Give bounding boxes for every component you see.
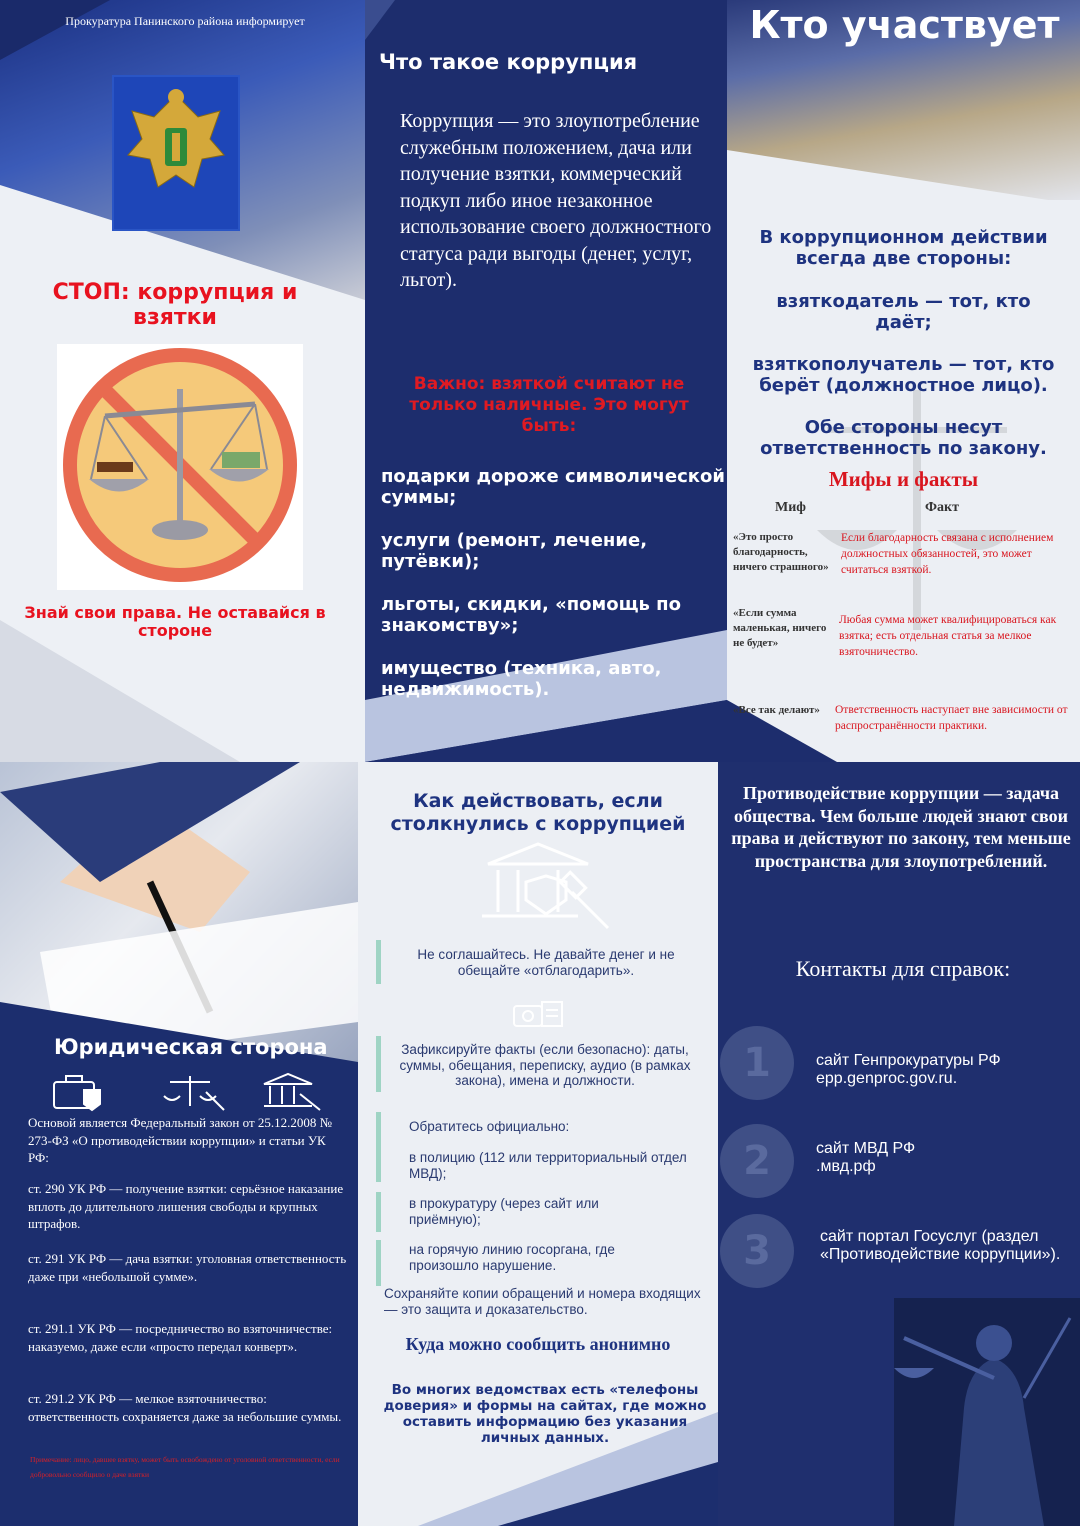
step-bar-4 bbox=[376, 1148, 381, 1182]
bribe-taker-text: взяткополучатель — тот, кто берёт (должностное лицо). bbox=[752, 354, 1055, 396]
step-bar-1 bbox=[376, 940, 381, 984]
contact-number-3 bbox=[720, 1214, 794, 1288]
panel-how-to-act bbox=[358, 762, 718, 1526]
myths-facts-title: Мифы и факты bbox=[828, 467, 979, 491]
bribe-type-property: имущество (техника, авто, недвижимость). bbox=[381, 658, 662, 700]
no-bribe-scales-icon bbox=[57, 344, 303, 590]
contact-number-3-label: 3 bbox=[743, 1228, 771, 1274]
prosecutor-office-label: Прокуратура Панинского района информирует bbox=[65, 14, 305, 28]
step-police: в полицию (112 или территориальный отдел МВД); bbox=[409, 1150, 687, 1181]
step-refuse: Не соглашайтесь. Не давайте денег и не обещайте «отблагодарить». bbox=[417, 947, 675, 978]
anonymous-report-title: Куда можно сообщить анонимно bbox=[405, 1334, 671, 1354]
panel-who-participates bbox=[727, 0, 1080, 762]
contact-mvd: сайт МВД РФ .мвд.рф bbox=[816, 1140, 916, 1175]
scales-gavel-icon bbox=[164, 1076, 224, 1110]
fact-header: Факт bbox=[925, 500, 959, 515]
legal-side-title: Юридическая сторона bbox=[54, 1035, 328, 1059]
courthouse-gavel-icon bbox=[264, 1074, 320, 1110]
bribe-type-services: услуги (ремонт, лечение, путёвки); bbox=[381, 530, 648, 572]
what-is-corruption-title: Что такое коррупция bbox=[379, 50, 638, 74]
stop-title: СТОП: коррупция и взятки bbox=[52, 280, 298, 330]
panel-what-is-corruption bbox=[365, 0, 727, 762]
important-note: Важно: взяткой считают не только наличные. Это могут быть: bbox=[409, 374, 689, 436]
bribe-type-gifts: подарки дороже символической суммы; bbox=[381, 466, 725, 508]
briefcase-shield-icon bbox=[54, 1076, 100, 1110]
contact-number-1 bbox=[720, 1026, 794, 1100]
contact-number-1-label: 1 bbox=[743, 1040, 771, 1086]
panel-contacts bbox=[718, 762, 1080, 1526]
contact-number-2-label: 2 bbox=[743, 1138, 771, 1184]
myth-header: Миф bbox=[775, 500, 806, 515]
step-bar-3 bbox=[376, 1112, 381, 1150]
fact-row-3: Ответственность наступает вне зависимости от распространённости практики. bbox=[835, 704, 1068, 732]
camera-document-icon bbox=[512, 998, 566, 1030]
corruption-definition: Коррупция — это злоупотребление служебным положением, дача или получение взятки, коммерческий подкуп либо иное незаконное использование своего должностного статуса ради выгоды (денег, услуг, льгот). bbox=[400, 110, 712, 291]
courthouse-shield-icon bbox=[468, 842, 618, 934]
myth-row-1: «Это просто благодарность, ничего страшного» bbox=[733, 531, 829, 573]
fact-row-1: Если благодарность связана с исполнением должностных обязанностей, это может считаться взяткой. bbox=[841, 532, 1054, 576]
step-apply-officially: Обратитесь официально: bbox=[409, 1119, 570, 1134]
step-bar-5 bbox=[376, 1192, 381, 1232]
article-291-2: ст. 291.2 УК РФ — мелкое взяточничество: ответственность сохраняется даже за небольшие суммы. bbox=[28, 1391, 342, 1424]
contact-genproc: сайт Генпрокуратуры РФ epp.genproc.gov.ru. bbox=[816, 1052, 1001, 1087]
article-291: ст. 291 УК РФ — дача взятки: уголовная ответственность даже при «небольшой сумме». bbox=[28, 1251, 347, 1284]
myth-row-3: «Все так делают» bbox=[733, 704, 820, 716]
legal-icons-row bbox=[50, 1072, 350, 1112]
step-record-facts: Зафиксируйте факты (если безопасно): даты, суммы, обещания, переписку, аудио (в рамках закона), имена и должности. bbox=[399, 1042, 691, 1088]
trust-phones-text: Во многих ведомствах есть «телефоны доверия» и формы на сайтах, где можно оставить информацию без указания личных данных. bbox=[383, 1382, 707, 1446]
fact-row-2: Любая сумма может квалифицироваться как взятка; есть отдельная статья за мелкое взяточничество. bbox=[839, 614, 1057, 658]
responsibility-text: Обе стороны несут ответственность по закону. bbox=[760, 417, 1047, 459]
contact-number-2 bbox=[720, 1124, 794, 1198]
article-291-1: ст. 291.1 УК РФ — посредничество во взяточничестве: наказуемо, даже если «просто передал конверт». bbox=[28, 1321, 333, 1354]
prosecutor-emblem-icon bbox=[112, 75, 240, 231]
counteraction-statement: Противодействие коррупции — задача общества. Чем больше людей знают свои права и действуют по закону, тем меньше пространства для злоупотреблений. bbox=[731, 783, 1071, 871]
panel-legal-side bbox=[0, 762, 358, 1526]
panel-stop-corruption bbox=[0, 0, 365, 762]
two-sides-text: В коррупционном действии всегда две стороны: bbox=[759, 227, 1048, 269]
how-to-act-title: Как действовать, если столкнулись с коррупцией bbox=[390, 790, 686, 835]
who-participates-title: Кто участвует bbox=[749, 3, 1060, 47]
step-prosecutor: в прокуратуру (через сайт или приёмную); bbox=[409, 1196, 599, 1227]
article-290: ст. 290 УК РФ — получение взятки: серьёзное наказание вплоть до длительного лишения свободы и крупных штрафов. bbox=[28, 1181, 344, 1231]
step-keep-copies: Сохраняйте копии обращений и номера входящих — это защита и доказательство. bbox=[384, 1286, 701, 1317]
contact-gosuslugi: сайт портал Госуслуг (раздел «Противодействие коррупции»). bbox=[820, 1228, 1061, 1263]
themis-statue-icon bbox=[894, 1298, 1080, 1526]
know-rights-slogan: Знай свои права. Не оставайся в стороне bbox=[24, 603, 326, 640]
step-hotline: на горячую линию госоргана, где произошло нарушение. bbox=[409, 1242, 615, 1273]
law-intro: Основой является Федеральный закон от 25.12.2008 № 273-ФЗ «О противодействии коррупции» и статьи УК РФ: bbox=[28, 1115, 333, 1165]
contacts-title: Контакты для справок: bbox=[795, 956, 1011, 981]
bribe-giver-text: взяткодатель — тот, кто даёт; bbox=[776, 291, 1031, 333]
bribe-type-benefits: льготы, скидки, «помощь по знакомству»; bbox=[381, 594, 681, 636]
legal-note: Примечание: лицо, давшее взятку, может быть освобождено от уголовной ответственности, если добровольно сообщило о даче взятки bbox=[30, 1455, 340, 1479]
myth-row-2: «Если сумма маленькая, ничего не будет» bbox=[733, 607, 827, 649]
step-bar-6 bbox=[376, 1240, 381, 1286]
